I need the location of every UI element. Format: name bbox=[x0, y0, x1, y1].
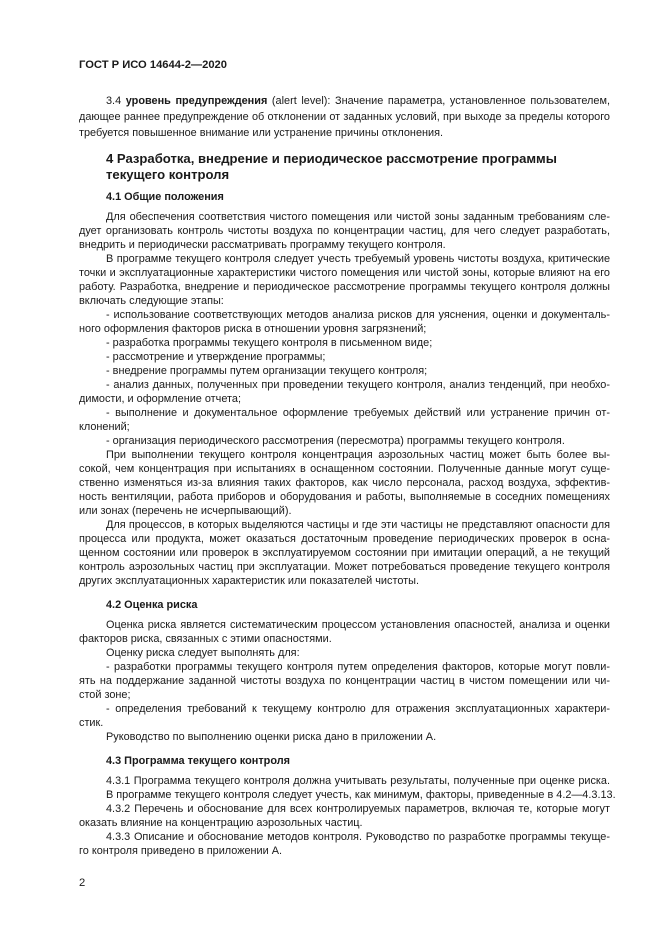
s4-2-line: факторов риска, связанных с этими опасностями. bbox=[79, 633, 332, 645]
s4-3-line: 4.3.3 Описание и обоснование методов контроля. Руководство по разработке программы текуще- bbox=[106, 831, 610, 843]
s4-1-list-item-cont: димости, и оформление отчета; bbox=[79, 393, 241, 405]
s4-2-line: Оценку риска следует выполнять для: bbox=[106, 647, 300, 659]
document-header: ГОСТ Р ИСО 14644-2—2020 bbox=[79, 59, 227, 71]
heading-4-3: 4.3 Программа текущего контроля bbox=[106, 755, 290, 767]
definition-3-4: 3.4 уровень предупреждения (alert level): Значение параметра, установленное пользователем, bbox=[106, 95, 610, 107]
s4-2-list-item: - разработки программы текущего контроля путем определения факторов, которые могут повли- bbox=[106, 661, 610, 673]
s4-3-line: 4.3.1 Программа текущего контроля должна учитывать результаты, полученные при оценке риска. bbox=[106, 775, 610, 787]
s4-1-list-item: - разработка программы текущего контроля в письменном виде; bbox=[106, 337, 433, 349]
s4-1-line: дует организовать контроль чистоты воздуха по концентрации частиц, для чего следует разработать, bbox=[79, 225, 610, 237]
s4-1-line: других эксплуатационных характеристик или показателей чистоты. bbox=[79, 575, 419, 587]
s4-2-list-item-cont: стик. bbox=[79, 717, 104, 729]
s4-1-list-item: - использование соответствующих методов анализа рисков для уяснения, оценки и документаль- bbox=[106, 309, 610, 321]
heading-4-2: 4.2 Оценка риска bbox=[106, 599, 198, 611]
definition-3-4-line-2: дающее раннее предупреждение об отклонении от заданных условий, при выходе за пределы которого bbox=[79, 111, 610, 123]
s4-1-line: точки и эксплуатационные характеристики чистого помещения или чистой зоны, которые влияют на его bbox=[79, 267, 610, 279]
s4-1-line: внедрить и периодически рассматривать программу текущего контроля. bbox=[79, 239, 446, 251]
s4-1-line: сокой, чем концентрация при испытаниях в оснащенном состоянии. Полученные данные могут суще- bbox=[79, 463, 610, 475]
s4-1-line: ственно изменяться из-за влияния таких факторов, как число персонала, расход воздуха, эффектив- bbox=[79, 477, 610, 489]
s4-3-line: оказать влияние на концентрацию аэрозольных частиц. bbox=[79, 817, 363, 829]
term-alert-level: уровень предупреждения bbox=[125, 95, 268, 107]
s4-2-list-item: - определения требований к текущему контролю для отражения эксплуатационных характери- bbox=[106, 703, 610, 715]
s4-1-line: При выполнении текущего контроля концентрация аэрозольных частиц может быть более вы- bbox=[106, 449, 610, 461]
s4-1-line: процесса или продукта, может оказаться достаточным проведение периодических проверок в осна- bbox=[79, 533, 610, 545]
s4-1-line: Для обеспечения соответствия чистого помещения или чистой зоны заданным требованиям сле- bbox=[106, 211, 610, 223]
page-number: 2 bbox=[79, 877, 86, 889]
s4-1-list-item-cont: клонений; bbox=[79, 421, 130, 433]
s4-1-list-item: - внедрение программы путем организации текущего контроля; bbox=[106, 365, 428, 377]
s4-1-list-item-cont: ного оформления факторов риска в отношении уровня загрязнений; bbox=[79, 323, 427, 335]
s4-1-list-item: - анализ данных, полученных при проведении текущего контроля, анализ тенденций, при необхо- bbox=[106, 379, 610, 391]
s4-1-line: работу. Разработка, внедрение и периодическое рассмотрение программы текущего контроля должны bbox=[79, 281, 610, 293]
heading-4-1: 4.1 Общие положения bbox=[106, 191, 224, 203]
s4-1-line: щенном состоянии или проверок в эксплуатируемом состоянии при имитации операций, а не текущий bbox=[79, 547, 610, 559]
s4-1-list-item: - организация периодического рассмотрения (пересмотра) программы текущего контроля. bbox=[106, 435, 565, 447]
s4-1-line: В программе текущего контроля следует учесть требуемый уровень чистоты воздуха, критические bbox=[106, 253, 610, 265]
s4-2-list-item-cont: ять на поддержание заданной чистоты воздуха по концентрации частиц в чистом помещении или чи- bbox=[79, 675, 610, 687]
s4-3-line: 4.3.2 Перечень и обоснование для всех контролируемых параметров, включая те, которые могут bbox=[106, 803, 610, 815]
s4-3-line: В программе текущего контроля следует учесть, как минимум, факторы, приведенные в 4.2—4.3.13. bbox=[106, 789, 616, 801]
section-4-title-line-2: текущего контроля bbox=[106, 167, 230, 182]
section-4-title: 4 Разработка, внедрение и периодическое рассмотрение программы bbox=[106, 151, 557, 166]
s4-1-line: или зонах (перечень не исчерпывающий). bbox=[79, 505, 292, 517]
s4-1-list-item: - рассмотрение и утверждение программы; bbox=[106, 351, 326, 363]
s4-2-list-item-cont: стой зоне; bbox=[79, 689, 131, 701]
s4-1-line: ность вентиляции, работа приборов и оборудования и работы, выполняемые в соседних помещениях bbox=[79, 491, 610, 503]
s4-1-line: Для процессов, в которых выделяются частицы и где эти частицы не представляют опасности для bbox=[106, 519, 610, 531]
s4-2-line: Руководство по выполнению оценки риска дано в приложении А. bbox=[106, 731, 437, 743]
s4-1-list-item: - выполнение и документальное оформление требуемых действий или устранение причин от- bbox=[106, 407, 610, 419]
s4-2-line: Оценка риска является систематическим процессом установления опасностей, анализа и оценки bbox=[106, 619, 610, 631]
s4-1-line: включать следующие этапы: bbox=[79, 295, 224, 307]
s4-3-line: го контроля приведено в приложении А. bbox=[79, 845, 283, 857]
definition-3-4-line-3: требуется повышенное внимание или устранение причины отклонения. bbox=[79, 127, 444, 139]
s4-1-line: контроль аэрозольных частиц при эксплуатации. Может потребоваться проведение текущего контроля bbox=[79, 561, 610, 573]
